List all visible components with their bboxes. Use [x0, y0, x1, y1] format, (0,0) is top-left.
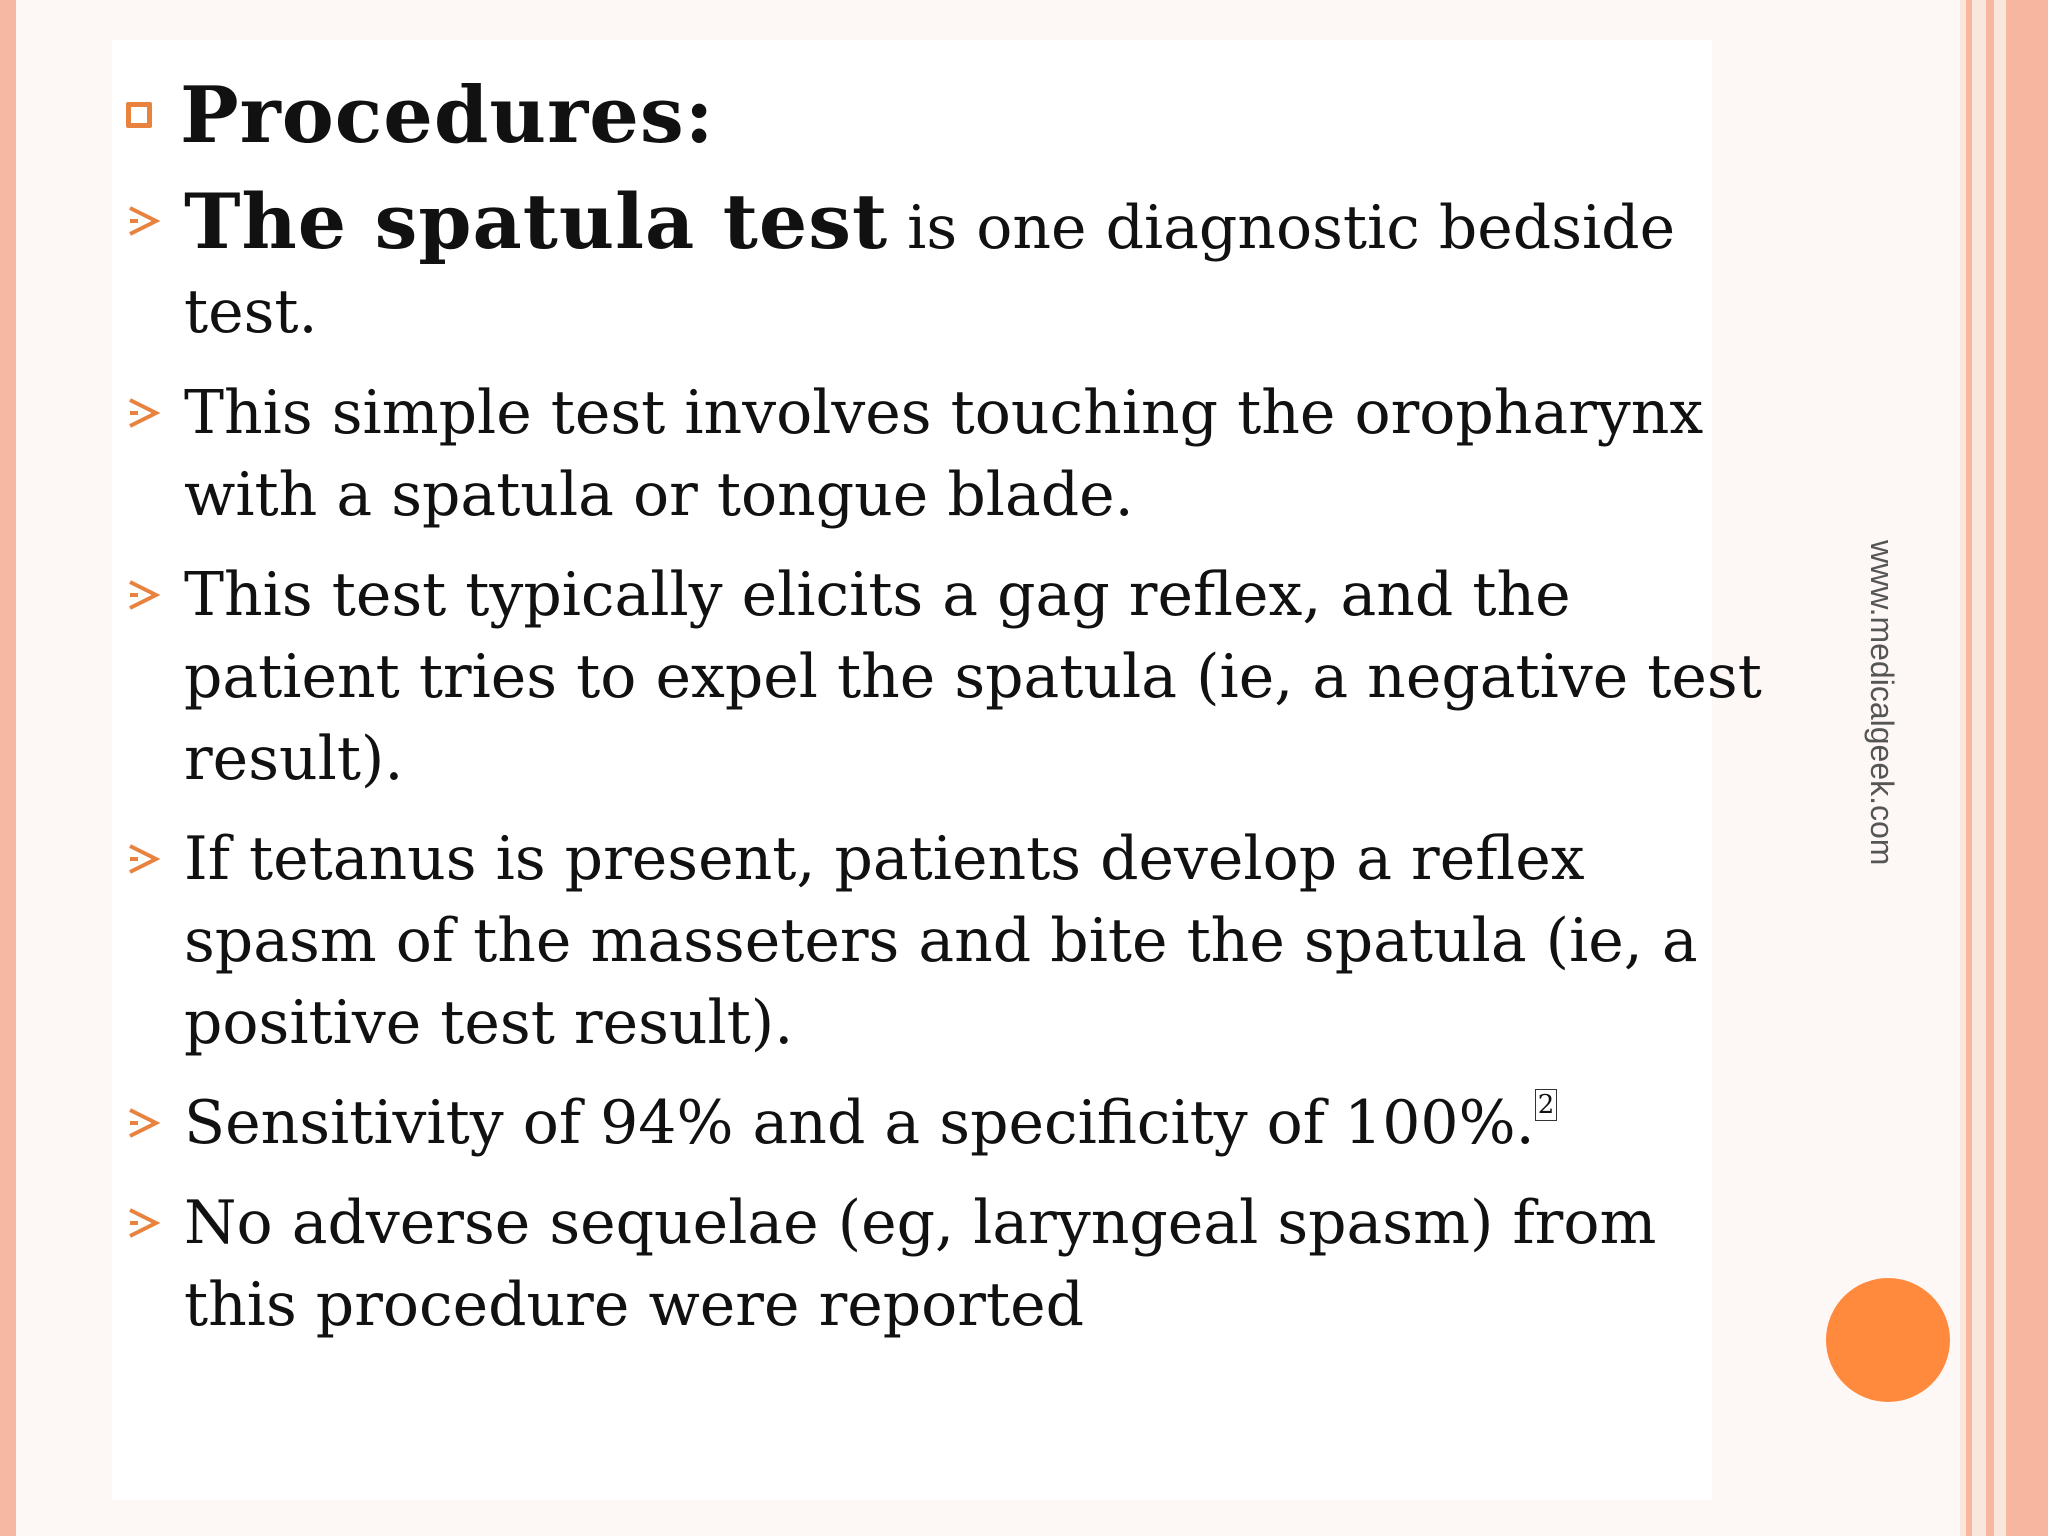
title-row	[126, 70, 715, 160]
arrowhead-icon	[126, 842, 160, 876]
right-stripe	[1986, 0, 1994, 1536]
checkbox-square-icon	[126, 102, 152, 128]
arrowhead-icon	[126, 396, 160, 430]
arrowhead-icon	[126, 1206, 160, 1240]
bullet-text: No adverse sequelae (eg, laryngeal spasm) from this procedure were reported	[184, 1188, 1657, 1340]
bullet-list	[126, 177, 1766, 1364]
right-border-panel	[1960, 0, 2048, 1536]
decorative-dot	[1826, 1278, 1950, 1402]
right-stripe	[2006, 0, 2048, 1536]
bullet-lead: The spatula test	[184, 177, 889, 266]
list-item	[126, 1082, 1766, 1164]
bullet-text: If tetanus is present, patients develop a reflex spasm of the masseters and bite the spatula (ie, a positive test result).	[184, 824, 1698, 1058]
bullet-text: is one diagnostic bedside test.	[184, 193, 1676, 347]
watermark-url: www.medicalgeek.com	[1864, 540, 1900, 866]
right-stripe	[1966, 0, 1972, 1536]
list-item	[126, 372, 1766, 536]
list-item	[126, 1182, 1766, 1346]
bullet-text: This simple test involves touching the oropharynx with a spatula or tongue blade.	[184, 378, 1704, 530]
arrowhead-icon	[126, 578, 160, 612]
bullet-text: Sensitivity of 94% and a specificity of 100%.	[184, 1088, 1535, 1158]
citation-reference: 2	[1535, 1089, 1558, 1121]
left-border	[0, 0, 16, 1536]
list-item	[126, 554, 1766, 800]
bullet-text: This test typically elicits a gag reflex, and the patient tries to expel the spatula (ie, a negative test result).	[184, 560, 1762, 794]
arrowhead-icon	[126, 204, 160, 238]
list-item	[126, 177, 1766, 354]
slide-title: Procedures:	[180, 69, 715, 161]
arrowhead-icon	[126, 1106, 160, 1140]
list-item	[126, 818, 1766, 1064]
